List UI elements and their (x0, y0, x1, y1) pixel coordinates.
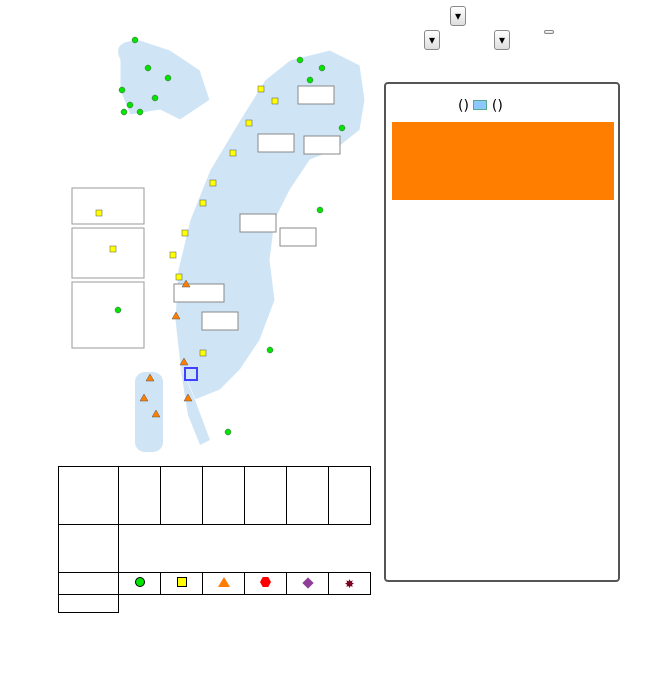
inset-kinmen (72, 228, 144, 278)
station-marker[interactable] (319, 65, 325, 71)
station-marker[interactable] (225, 429, 231, 435)
station-marker[interactable] (210, 180, 216, 186)
station-marker[interactable] (267, 347, 273, 353)
station-marker[interactable] (110, 246, 116, 252)
station-marker[interactable] (307, 77, 313, 83)
station-marker[interactable] (115, 307, 121, 313)
station-marker[interactable] (170, 252, 176, 258)
legend-header-unhealthy (245, 467, 287, 525)
station-marker[interactable] (121, 109, 127, 115)
legend-header-good (119, 467, 161, 525)
penghu-small (135, 372, 163, 452)
legend-header-hazardous (329, 467, 371, 525)
legend-header-impact (59, 467, 119, 525)
good-circle-icon (135, 577, 145, 587)
station-marker[interactable] (165, 75, 171, 81)
station-marker[interactable] (132, 37, 138, 43)
inset-matsu (72, 188, 144, 224)
moderate-square-icon (177, 577, 187, 587)
station-select[interactable]: ▾ (494, 30, 510, 50)
kinmen-region (118, 40, 211, 120)
inset-penghu (72, 282, 144, 348)
legend-header-very-unhealthy (287, 467, 329, 525)
usg-triangle-icon (218, 577, 230, 587)
station-marker[interactable] (317, 207, 323, 213)
station-marker[interactable] (200, 200, 206, 206)
station-marker[interactable] (258, 86, 264, 92)
notes-right (392, 584, 642, 678)
legend-aqi-label (59, 525, 119, 573)
station-marker[interactable] (96, 210, 102, 216)
station-marker[interactable] (145, 65, 151, 71)
station-marker[interactable] (119, 87, 125, 93)
aqi-box (392, 122, 614, 200)
station-marker[interactable] (339, 125, 345, 131)
legend-color-label (59, 573, 119, 595)
station-marker[interactable] (182, 230, 188, 236)
station-marker[interactable] (152, 95, 158, 101)
very-unhealthy-diamond-icon (302, 577, 313, 588)
station-links: () () (458, 98, 503, 114)
station-marker[interactable] (272, 98, 278, 104)
query-button[interactable] (544, 30, 554, 34)
legend-header-usg (203, 467, 245, 525)
unhealthy-hexagon-icon (260, 577, 271, 587)
aqi-legend-table (58, 466, 371, 613)
legend-header-moderate (161, 467, 203, 525)
station-marker[interactable] (246, 120, 252, 126)
station-marker[interactable] (137, 109, 143, 115)
station-marker[interactable] (297, 57, 303, 63)
station-marker[interactable] (230, 150, 236, 156)
taiwan-aqi-map[interactable] (60, 20, 380, 460)
chart-icon[interactable] (473, 100, 487, 110)
station-marker[interactable] (176, 274, 182, 280)
station-marker[interactable] (200, 350, 206, 356)
area-select[interactable]: ▾ (424, 30, 440, 50)
legend-count-label (59, 595, 119, 613)
unit-select[interactable]: ▾ (450, 6, 466, 26)
hazardous-star-icon: ✸ (344, 576, 355, 591)
station-marker[interactable] (127, 102, 133, 108)
station-panel (384, 82, 620, 582)
